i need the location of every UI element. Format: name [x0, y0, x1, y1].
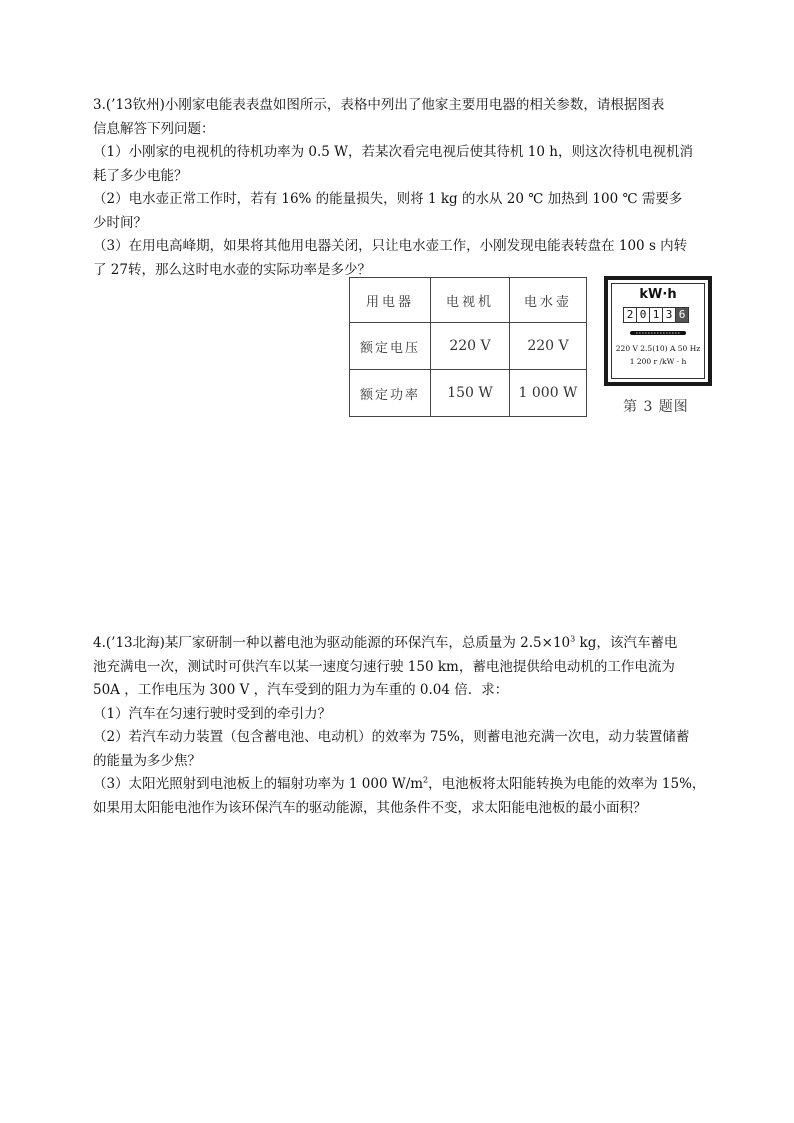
q3-line: （2）电水壶正常工作时，若有 16% 的能量损失，则将 1 kg 的水从 20 ℃ 加热到 100 ℃ 需要多: [93, 191, 683, 207]
table-cell: 额定功率: [350, 370, 431, 417]
q3-line: 少时间？: [93, 214, 147, 231]
q4-line: 的能量为多少焦？: [93, 752, 201, 769]
q4-line: 50A ，工作电压为 300 V ，汽车受到的阻力为车重的 0.04 倍．求：: [93, 682, 509, 698]
appliance-parameter-table: [349, 277, 587, 417]
table-row: [350, 323, 587, 370]
table-cell: 1 000 W: [510, 370, 587, 417]
meter-spec-revolutions: 1 200 r /kW · h: [629, 357, 687, 366]
meter-digits: [624, 307, 689, 323]
superscript: 3: [570, 634, 576, 644]
q3-line: （1）小刚家的电视机的待机功率为 0.5 W，若某次看完电视后使其待机 10 h，则这次待机电视机消: [93, 144, 693, 160]
table-row: [350, 370, 587, 417]
table-cell: 220 V: [431, 323, 510, 370]
energy-meter-figure: [604, 276, 712, 386]
q4-text: 4.(’13北海)某厂家研制一种以蓄电池为驱动能源的环保汽车，总质量为 2.5×10: [93, 635, 571, 651]
table-header-row: [350, 278, 587, 323]
q4-line: 如果用太阳能电池作为该环保汽车的驱动能源，其他条件不变，求太阳能电池板的最小面积？: [93, 799, 647, 816]
meter-digit: 2: [623, 307, 637, 323]
q4-line: （1）汽车在匀速行驶时受到的牵引力？: [93, 705, 332, 722]
superscript: 2: [423, 775, 429, 785]
figure-caption: 第 3 题图: [623, 399, 689, 415]
q4-line: [93, 632, 713, 656]
meter-disc-icon: [630, 330, 686, 336]
meter-digit: 3: [662, 307, 676, 323]
q3-line: （3）在用电高峰期，如果将其他用电器关闭，只让电水壶工作，小刚发现电能表转盘在 100 s 内转: [93, 238, 688, 254]
q3-line: 耗了多少电能？: [93, 167, 188, 184]
q4-line: （2）若汽车动力装置（包含蓄电池、电动机）的效率为 75%，则蓄电池充满一次电，动力装置储蓄: [93, 729, 690, 745]
meter-digit: 6: [675, 307, 689, 323]
table-header-cell: 电水壶: [510, 278, 587, 323]
q3-line: 3.(’13钦州)小刚家电能表表盘如图所示，表格中列出了他家主要用电器的相关参数，请根据图表: [93, 97, 665, 113]
question-4: [93, 632, 713, 820]
q3-line: 信息解答下列问题：: [93, 120, 215, 137]
table-cell: 150 W: [431, 370, 510, 417]
q4-line: 池充满电一次，测试时可供汽车以某一速度匀速行驶 150 km，蓄电池提供给电动机的工作电流为: [93, 658, 675, 675]
q4-line: [93, 773, 713, 797]
table-header-cell: 电视机: [431, 278, 510, 323]
q4-text: kg，该汽车蓄电: [575, 635, 678, 651]
q4-text: （3）太阳光照射到电池板上的辐射功率为 1 000 W/m: [93, 776, 424, 792]
question-3: [93, 94, 713, 282]
meter-unit: kW·h: [639, 287, 677, 302]
meter-digit: 1: [649, 307, 663, 323]
table-header-cell: 用电器: [350, 278, 431, 323]
q4-text: ，电池板将太阳能转换为电能的效率为 15%，: [428, 776, 706, 792]
meter-spec-rating: 220 V 2.5(10) A 50 Hz: [615, 344, 701, 353]
q3-line: 了 27转，那么这时电水壶的实际功率是多少？: [93, 261, 371, 278]
meter-digit: 0: [636, 307, 650, 323]
table-cell: 额定电压: [350, 323, 431, 370]
table-cell: 220 V: [510, 323, 587, 370]
